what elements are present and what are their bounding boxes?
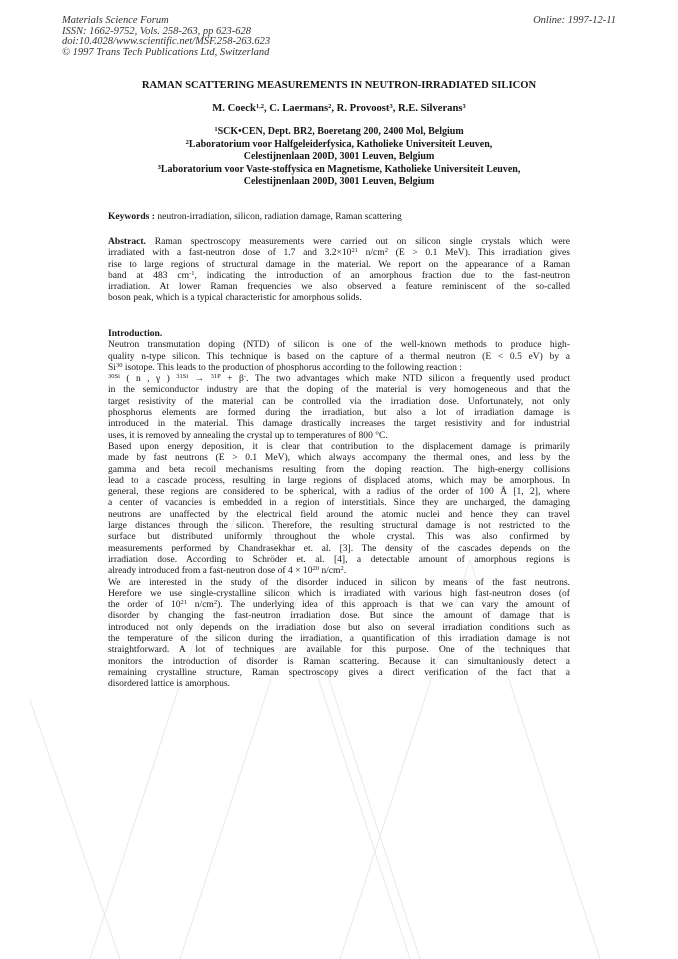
journal-issn: ISSN: 1662-9752, Vols. 258-263, pp 623-628: [62, 25, 251, 37]
affiliation-line: Celestijnenlaan 200D, 3001 Leuven, Belgium: [243, 151, 435, 162]
introduction-line: irradiation dose. According to Schröder et. al. [4], a detectable amount of amorphous regions is: [108, 553, 570, 565]
introduction-line: phosphorus elements are formed during the irradiation, but also a lot of irradiation damage is: [108, 407, 570, 419]
introduction-line: target resistivity of the material can be controlled via the irradiation dose. Unfortunately, not only: [108, 395, 570, 407]
introduction-line: uses, it is removed by annealing the crystal up to temperatures of 800 °C.: [108, 429, 388, 441]
affiliation-list: [0, 126, 678, 189]
paper-title: RAMAN SCATTERING MEASUREMENTS IN NEUTRON-IRRADIATED SILICON: [141, 80, 537, 91]
abstract-line: irradiated with a fast-neutron dose of 1.7 and $3.2\times 10^{21}$ $n/cm^2$ (E > 0.1 MeV). This irradiation gives: [108, 247, 570, 259]
introduction-line: monitors the introduction of disorder is Raman scattering. Because it can simultaniously detect a: [108, 655, 570, 667]
introduction-line: neutrons are unaffected by the electrical field around the atomic nuclei and hence they can travel: [108, 508, 570, 520]
introduction-line: introduced not only depends on the irradiation dose but also on several irradiation conditions such as: [108, 621, 570, 633]
abstract-line: band at 483 $cm^{-1}$, indicating the introduction of an amorphous fraction due to the fast-neutron: [108, 269, 570, 281]
abstract-line: rise to large regions of structural damage in the material. We report on the appearance of a Raman: [108, 258, 570, 270]
introduction-line: lead to a cascade process, resulting in large regions of displaced atoms, which may be amorphous. In: [108, 474, 570, 486]
journal-info: [62, 16, 270, 58]
introduction-line: general, these regions are considered to be spherical, with a radius of the order of 100 Å [1, 2], where: [108, 486, 570, 498]
introduction-line: in the semiconductor industry are that the doping of the material is very homogeneous and that the: [108, 384, 570, 396]
journal-doi: doi:10.4028/www.scientific.net/MSF.258-263.623: [62, 36, 271, 47]
keywords-text: neutron-irradiation, silicon, radiation damage, Raman scattering: [157, 211, 402, 222]
introduction-line: $^{30Si}$ ( n , γ ) $^{31Si}$ → $^{31P}$ + β-. The two advantages which make NTD silicon a frequently used product: [108, 373, 570, 385]
author-affiliation-mark: 3: [389, 103, 393, 110]
introduction-line: already introduced from a fast-neutron dose of $4 \times 10^{20}$ $n/cm^2$.: [108, 565, 347, 577]
abstract-label: Abstract.: [108, 236, 155, 247]
introduction-line: introduced in the material. This damage drastically increases the target resistivity and for industrial: [108, 418, 570, 430]
author-name: R.E. Silverans: [398, 103, 463, 114]
introduction-line: disordered lattice is amorphous.: [108, 678, 230, 690]
affiliation-line: $^2$Laboratorium voor Halfgeleiderfysica, Katholieke Universiteit Leuven,: [185, 138, 493, 150]
introduction-line: the temperature of the silicon during the irradiation, a quantification of this irradiation damage is not: [108, 633, 570, 645]
introduction-line: made by fast neutrons (E > 0.1 MeV), which always accompany the thermal ones, and less by the: [108, 452, 570, 464]
author-name: C. Laermans: [269, 103, 329, 114]
introduction-line: measurements performed by Chandrasekhar et. al. [3]. The density of the cascades depends on the: [108, 542, 570, 554]
introduction-line: Herefore we use single-crystalline silicon which is irradiated with various high fast-neutron doses (of: [108, 587, 570, 599]
affiliation-line: Celestijnenlaan 200D, 3001 Leuven, Belgium: [243, 176, 435, 187]
abstract-line: Abstract. Raman spectroscopy measurements were carried out on silicon single crystals which were: [108, 236, 570, 247]
introduction-line: Based upon energy deposition, it is clear that contribution to the displacement damage is primarily: [108, 440, 570, 452]
author-list: M. Coeck$^{1,2}$, C. Laermans$^2$, R. Provoost$^3$, R.E. Silverans$^3$: [212, 103, 466, 114]
introduction-line: remaining crystalline structure, Raman spectroscopy gives a direct verification of the fact that a: [108, 666, 570, 678]
affiliation-line: $^3$Laboratorium voor Vaste-stoffysica en Magnetisme, Katholieke Universiteit Leuven,: [157, 163, 521, 175]
abstract-section: [108, 236, 570, 304]
introduction-heading: Introduction.: [108, 328, 163, 339]
affiliation-line: $^1$SCK•CEN, Dept. BR2, Boeretang 200, 2400 Mol, Belgium: [214, 126, 464, 137]
author-name: R. Provoost: [336, 103, 390, 114]
introduction-line: disorder by changing the fast-neutron irradiation dose. But since the amount of damage that is: [108, 610, 570, 622]
introduction-line: gamma and beta recoil mechanisms resulting from the doping reaction. The high-energy collisions: [108, 463, 570, 475]
abstract-line: irradiation. At lower Raman frequencies we also observed a feature reminiscent of the so-called: [108, 281, 570, 293]
abstract-line: boson peak, which is a typical characteristic for amorphous solids.: [108, 292, 362, 304]
keywords-section: [108, 211, 570, 222]
journal-copyright: © 1997 Trans Tech Publications Ltd, Switzerland: [62, 46, 270, 58]
author-affiliation-mark: 1,2: [255, 103, 264, 110]
introduction-line: straightforward. A lot of techniques are available for this purpose. One of the techniques that: [108, 644, 570, 656]
author-name: M. Coeck: [212, 103, 256, 114]
introduction-line: a center of vacancies is embedded in a region of interstitials. Since they are uncharged, the damaging: [108, 497, 570, 509]
introduction-line: large distances through the silicon. Therefore, the resulting structural damage is not restricted to the: [108, 520, 570, 532]
introduction-line: quality n-type silicon. This technique is based on the capture of a thermal neutron (E < 0.5 eV) by a: [108, 350, 570, 362]
journal-name: Materials Science Forum: [62, 15, 169, 26]
introduction-line: Neutron transmutation doping (NTD) of silicon is one of the well-known methods to produce high-: [108, 339, 570, 351]
introduction-line: surface but distributed uniformly throughout the whole crystal. This was also confirmed by: [108, 531, 570, 543]
introduction-line: the order of $10^{21}$ $n/cm^2$). The underlying idea of this approach is that we can vary the amount of: [108, 599, 570, 611]
keywords-label: Keywords :: [108, 211, 155, 222]
introduction-section: [108, 328, 570, 690]
introduction-line: Si$^{30}$ isotope. This leads to the production of phosphorus according to the following reaction :: [108, 361, 462, 373]
introduction-line: We are interested in the study of the disorder induced in silicon by means of the fast neutrons.: [108, 576, 570, 588]
author-affiliation-mark: 3: [462, 103, 466, 110]
online-date: Online: 1997-12-11: [533, 15, 616, 26]
author-affiliation-mark: 2: [328, 103, 332, 110]
